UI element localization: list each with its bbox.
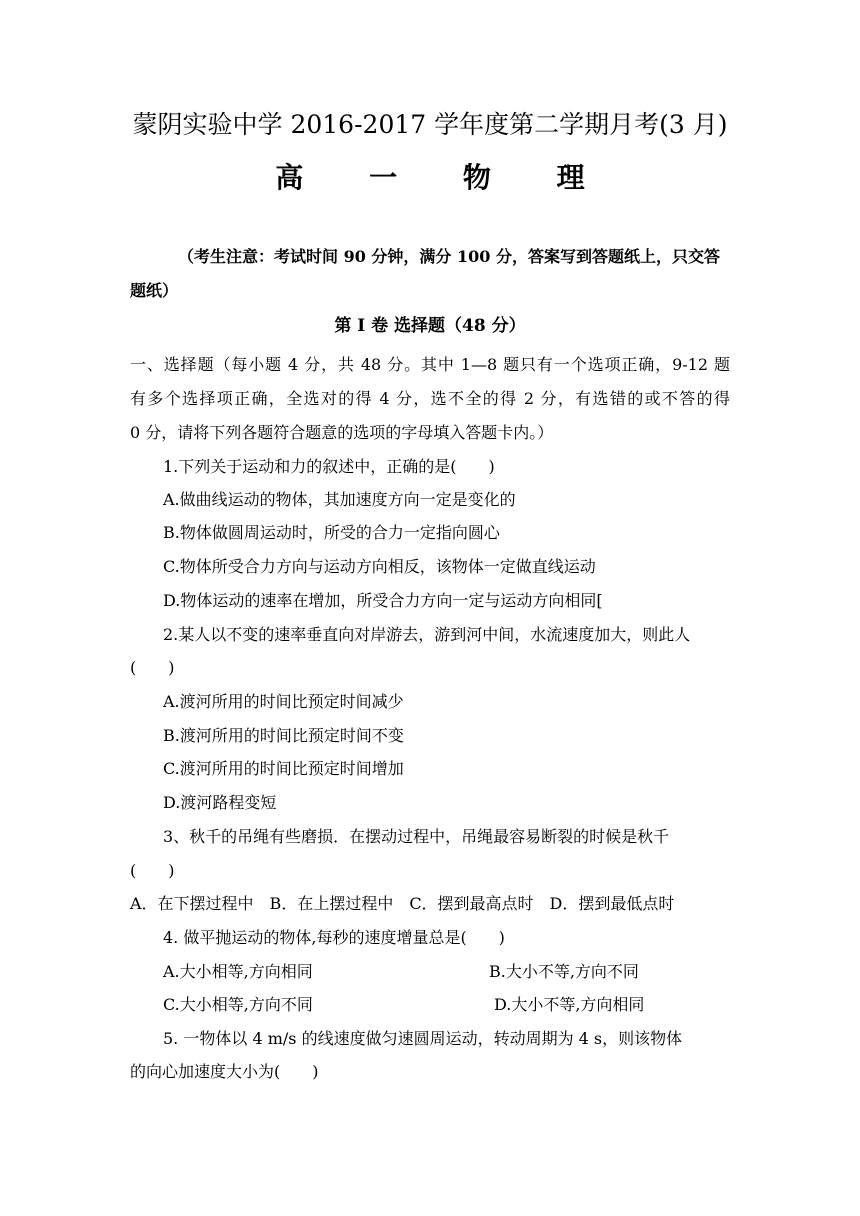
question-1-option-c: C.物体所受合力方向与运动方向相反，该物体一定做直线运动 xyxy=(163,557,596,576)
exam-notice-line-1: （考生注意：考试时间 90 分钟，满分 100 分，答案写到答题纸上，只交答 xyxy=(178,247,720,266)
exam-notice-line-2: 题纸） xyxy=(130,281,179,300)
question-4-stem: 4. 做平抛运动的物体,每秒的速度增量总是( ) xyxy=(163,928,505,947)
question-2-option-c: C.渡河所用的时间比预定时间增加 xyxy=(163,759,404,778)
question-2-option-b: B.渡河所用的时间比预定时间不变 xyxy=(163,726,404,745)
question-2-option-a: A.渡河所用的时间比预定时间减少 xyxy=(163,692,404,711)
question-1-option-a: A.做曲线运动的物体，其加速度方向一定是变化的 xyxy=(163,490,516,509)
question-2-stem-line-1: 2.某人以不变的速率垂直向对岸游去，游到河中间，水流速度加大，则此人 xyxy=(163,625,691,644)
question-1-option-d: D.物体运动的速率在增加，所受合力方向一定与运动方向相同[ xyxy=(163,591,603,610)
page-subtitle: 高 一 物 理 xyxy=(275,161,613,194)
question-4-option-d: D.大小不等,方向相同 xyxy=(494,995,645,1014)
question-3-options: A．在下摆过程中 B．在上摆过程中 C．摆到最高点时 D．摆到最低点时 xyxy=(130,894,675,913)
page-title: 蒙阴实验中学 2016-2017 学年度第二学期月考(3 月) xyxy=(132,110,728,139)
question-4-option-a: A.大小相等,方向相同 xyxy=(163,962,313,981)
instructions-line-2: 有多个选择项正确，全选对的得 4 分，选不全的得 2 分，有选错的或不答的得 xyxy=(130,389,730,408)
question-5-stem-line-2: 的向心加速度大小为( ) xyxy=(130,1062,319,1081)
question-2-option-d: D.渡河路程变短 xyxy=(163,793,277,812)
question-4-option-c: C.大小相等,方向不同 xyxy=(163,995,313,1014)
instructions-line-3: 0 分，请将下列各题符合题意的选项的字母填入答题卡内。） xyxy=(130,423,554,442)
question-1-option-b: B.物体做圆周运动时，所受的合力一定指向圆心 xyxy=(163,523,500,542)
question-5-stem-line-1: 5. 一物体以 4 m/s 的线速度做匀速圆周运动，转动周期为 4 s，则该物体 xyxy=(163,1029,683,1048)
section-title: 第 I 卷 选择题（48 分） xyxy=(334,316,526,336)
question-4-option-b: B.大小不等,方向不同 xyxy=(489,962,639,981)
question-1-stem: 1.下列关于运动和力的叙述中，正确的是( ) xyxy=(163,457,495,476)
instructions-line-1: 一、选择题（每小题 4 分，共 48 分。其中 1—8 题只有一个选项正确，9-12 题 xyxy=(130,355,730,374)
question-3-stem-line-1: 3、秋千的吊绳有些磨损．在摆动过程中，吊绳最容易断裂的时候是秋千 xyxy=(163,827,670,846)
question-3-stem-line-2: ( ) xyxy=(130,861,175,880)
question-2-stem-line-2: ( ) xyxy=(130,658,175,677)
